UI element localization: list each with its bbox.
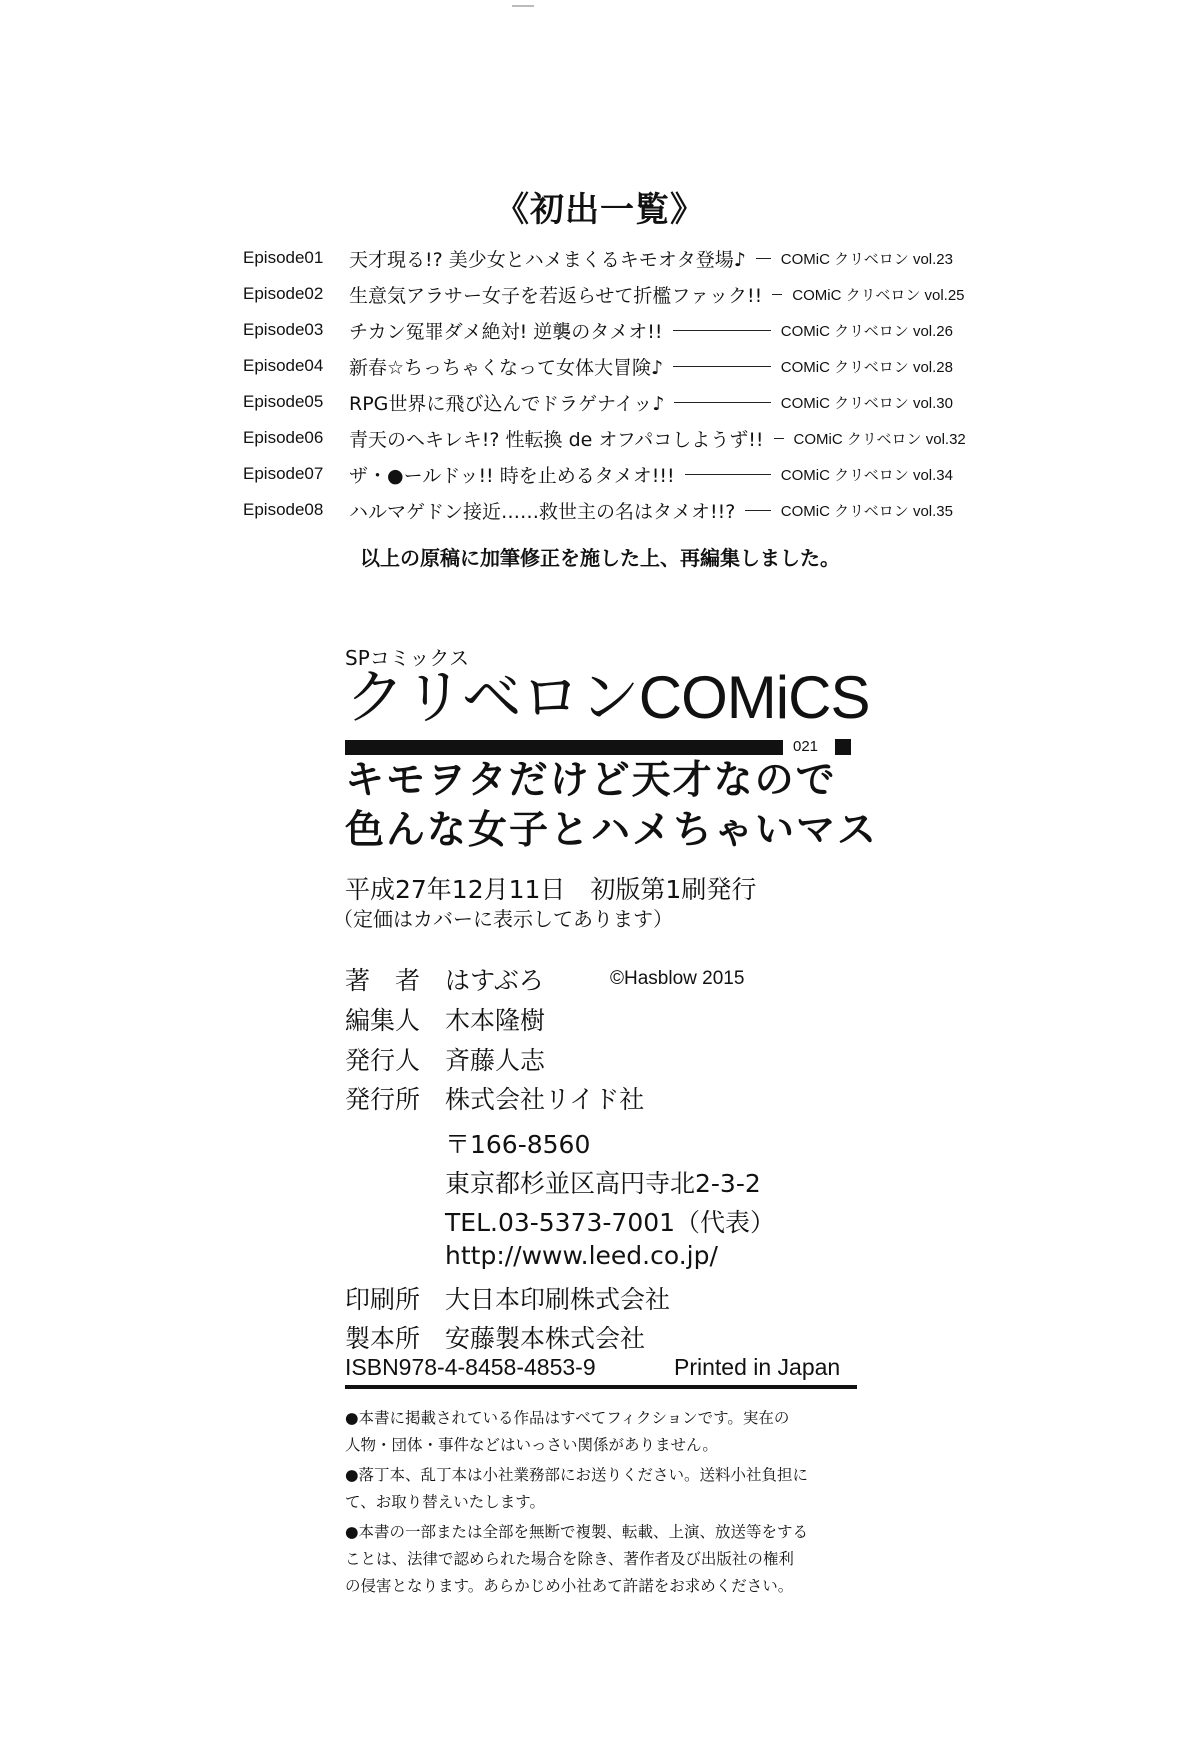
episode-source: COMiC クリベロン vol.25 <box>792 286 965 304</box>
episode-code: Episode02 <box>243 284 324 303</box>
leader-line <box>756 258 771 259</box>
address: 東京都杉並区高円寺北2-3-2 <box>445 1169 761 1198</box>
publisher-name: 株式会社リイド社 <box>445 1085 645 1114</box>
notice-line: ことは、法律で認められた場合を除き、著作者及び出版社の権利 <box>345 1550 794 1568</box>
notice-line: ●本書の一部または全部を無断で複製、転載、上演、放送等をする <box>345 1523 809 1541</box>
publisher-person-label: 発行人 <box>345 1046 421 1075</box>
notice-copyright <box>345 1519 865 1600</box>
label-logo: クリベロンCOMiCS <box>345 664 870 731</box>
title-bar <box>345 740 783 755</box>
episode-title: 青天のヘキレキ!? 性転換 de オフパコしようず!! <box>349 428 764 451</box>
episode-row <box>243 277 965 311</box>
episode-code: Episode06 <box>243 428 324 447</box>
editor-label: 編集人 <box>345 1006 421 1035</box>
publisher-row <box>345 1079 644 1117</box>
notice-fiction <box>345 1405 865 1459</box>
printer-name: 大日本印刷株式会社 <box>445 1285 671 1314</box>
leader-line <box>674 402 770 403</box>
episode-row <box>243 421 966 455</box>
episode-row <box>243 349 953 383</box>
postal-code: 〒166-8560 <box>445 1130 591 1159</box>
editor-name: 木本隆樹 <box>445 1006 546 1035</box>
episode-row <box>243 241 953 275</box>
printer-label: 印刷所 <box>345 1285 421 1314</box>
episode-title: RPG世界に飛び込んでドラゲナイッ♪ <box>349 392 665 415</box>
episode-code: Episode04 <box>243 356 324 375</box>
episode-code: Episode05 <box>243 392 324 411</box>
episode-code: Episode01 <box>243 248 324 267</box>
author-name: はすぶろ <box>445 966 544 995</box>
notice-line: ●落丁本、乱丁本は小社業務部にお送りください。送料小社負担に <box>345 1466 809 1484</box>
book-title-line-1: キモヲタだけど天才なので <box>345 758 837 803</box>
episode-title: 天才現る!? 美少女とハメまくるキモオタ登場♪ <box>349 248 746 271</box>
telephone: TEL.03-5373-7001（代表） <box>445 1208 776 1237</box>
author-row <box>345 960 544 998</box>
leader-line <box>673 330 771 331</box>
isbn: ISBN978-4-8458-4853-9 <box>345 1354 596 1380</box>
printer-row <box>345 1279 670 1317</box>
episode-code: Episode08 <box>243 500 324 519</box>
notice-line: 人物・団体・事件などはいっさい関係がありません。 <box>345 1436 718 1454</box>
episode-title: 新春☆ちっちゃくなって女体大冒険♪ <box>349 356 664 379</box>
notice-line: の侵害となります。あらかじめ小社あて許諾をお求めください。 <box>345 1577 794 1595</box>
author-label: 著 者 <box>345 966 421 995</box>
volume-square <box>835 739 851 755</box>
publisher-person-name: 斉藤人志 <box>445 1046 546 1075</box>
notice-defects <box>345 1462 865 1516</box>
episode-title: ハルマゲドン接近……救世主の名はタメオ!!? <box>349 500 736 523</box>
leader-line <box>772 294 782 295</box>
episode-code: Episode03 <box>243 320 324 339</box>
price-note: （定価はカバーに表示してあります） <box>333 907 673 931</box>
revision-note: 以上の原稿に加筆修正を施した上、再編集しました。 <box>360 546 840 570</box>
episode-source: COMiC クリベロン vol.30 <box>780 394 953 412</box>
first-appearance-heading: 《初出一覧》 <box>495 190 705 230</box>
episode-row <box>243 313 953 347</box>
episode-source: COMiC クリベロン vol.34 <box>780 466 953 484</box>
editor-row <box>345 1000 545 1038</box>
episode-source: COMiC クリベロン vol.35 <box>780 502 953 520</box>
binder-name: 安藤製本株式会社 <box>445 1324 646 1353</box>
episode-source: COMiC クリベロン vol.28 <box>780 358 953 376</box>
episode-row <box>243 493 953 527</box>
publisher-person-row <box>345 1040 545 1078</box>
episode-title: チカン冤罪ダメ絶対! 逆襲のタメオ!! <box>349 320 663 343</box>
imprint-name: SPコミックス <box>345 646 470 670</box>
publisher-label: 発行所 <box>345 1085 421 1114</box>
notice-line: ●本書に掲載されている作品はすべてフィクションです。実在の <box>345 1409 790 1427</box>
episode-title: 生意気アラサー女子を若返らせて折檻ファック!! <box>349 284 763 307</box>
episode-source: COMiC クリベロン vol.32 <box>793 430 966 448</box>
episode-row <box>243 457 953 491</box>
scan-speck <box>512 5 534 7</box>
binder-row <box>345 1318 645 1356</box>
binder-label: 製本所 <box>345 1324 421 1353</box>
episode-code: Episode07 <box>243 464 324 483</box>
printed-in: Printed in Japan <box>674 1354 841 1380</box>
episode-source: COMiC クリベロン vol.23 <box>780 250 953 268</box>
leader-line <box>685 474 771 475</box>
volume-number: 021 <box>793 738 819 755</box>
episode-title: ザ・●ールドッ!! 時を止めるタメオ!!! <box>349 464 675 487</box>
episode-source: COMiC クリベロン vol.26 <box>780 322 953 340</box>
leader-line <box>745 510 770 511</box>
book-title-line-2: 色んな女子とハメちゃいマス <box>345 808 879 853</box>
copyright: ©Hasblow 2015 <box>610 968 745 989</box>
divider-rule <box>345 1385 857 1389</box>
website-url: http://www.leed.co.jp/ <box>445 1241 718 1270</box>
publication-date: 平成27年12月11日 初版第1刷発行 <box>345 875 757 904</box>
notice-line: て、お取り替えいたします。 <box>345 1493 545 1511</box>
leader-line <box>673 366 771 367</box>
episode-row <box>243 385 953 419</box>
leader-line <box>774 438 784 439</box>
